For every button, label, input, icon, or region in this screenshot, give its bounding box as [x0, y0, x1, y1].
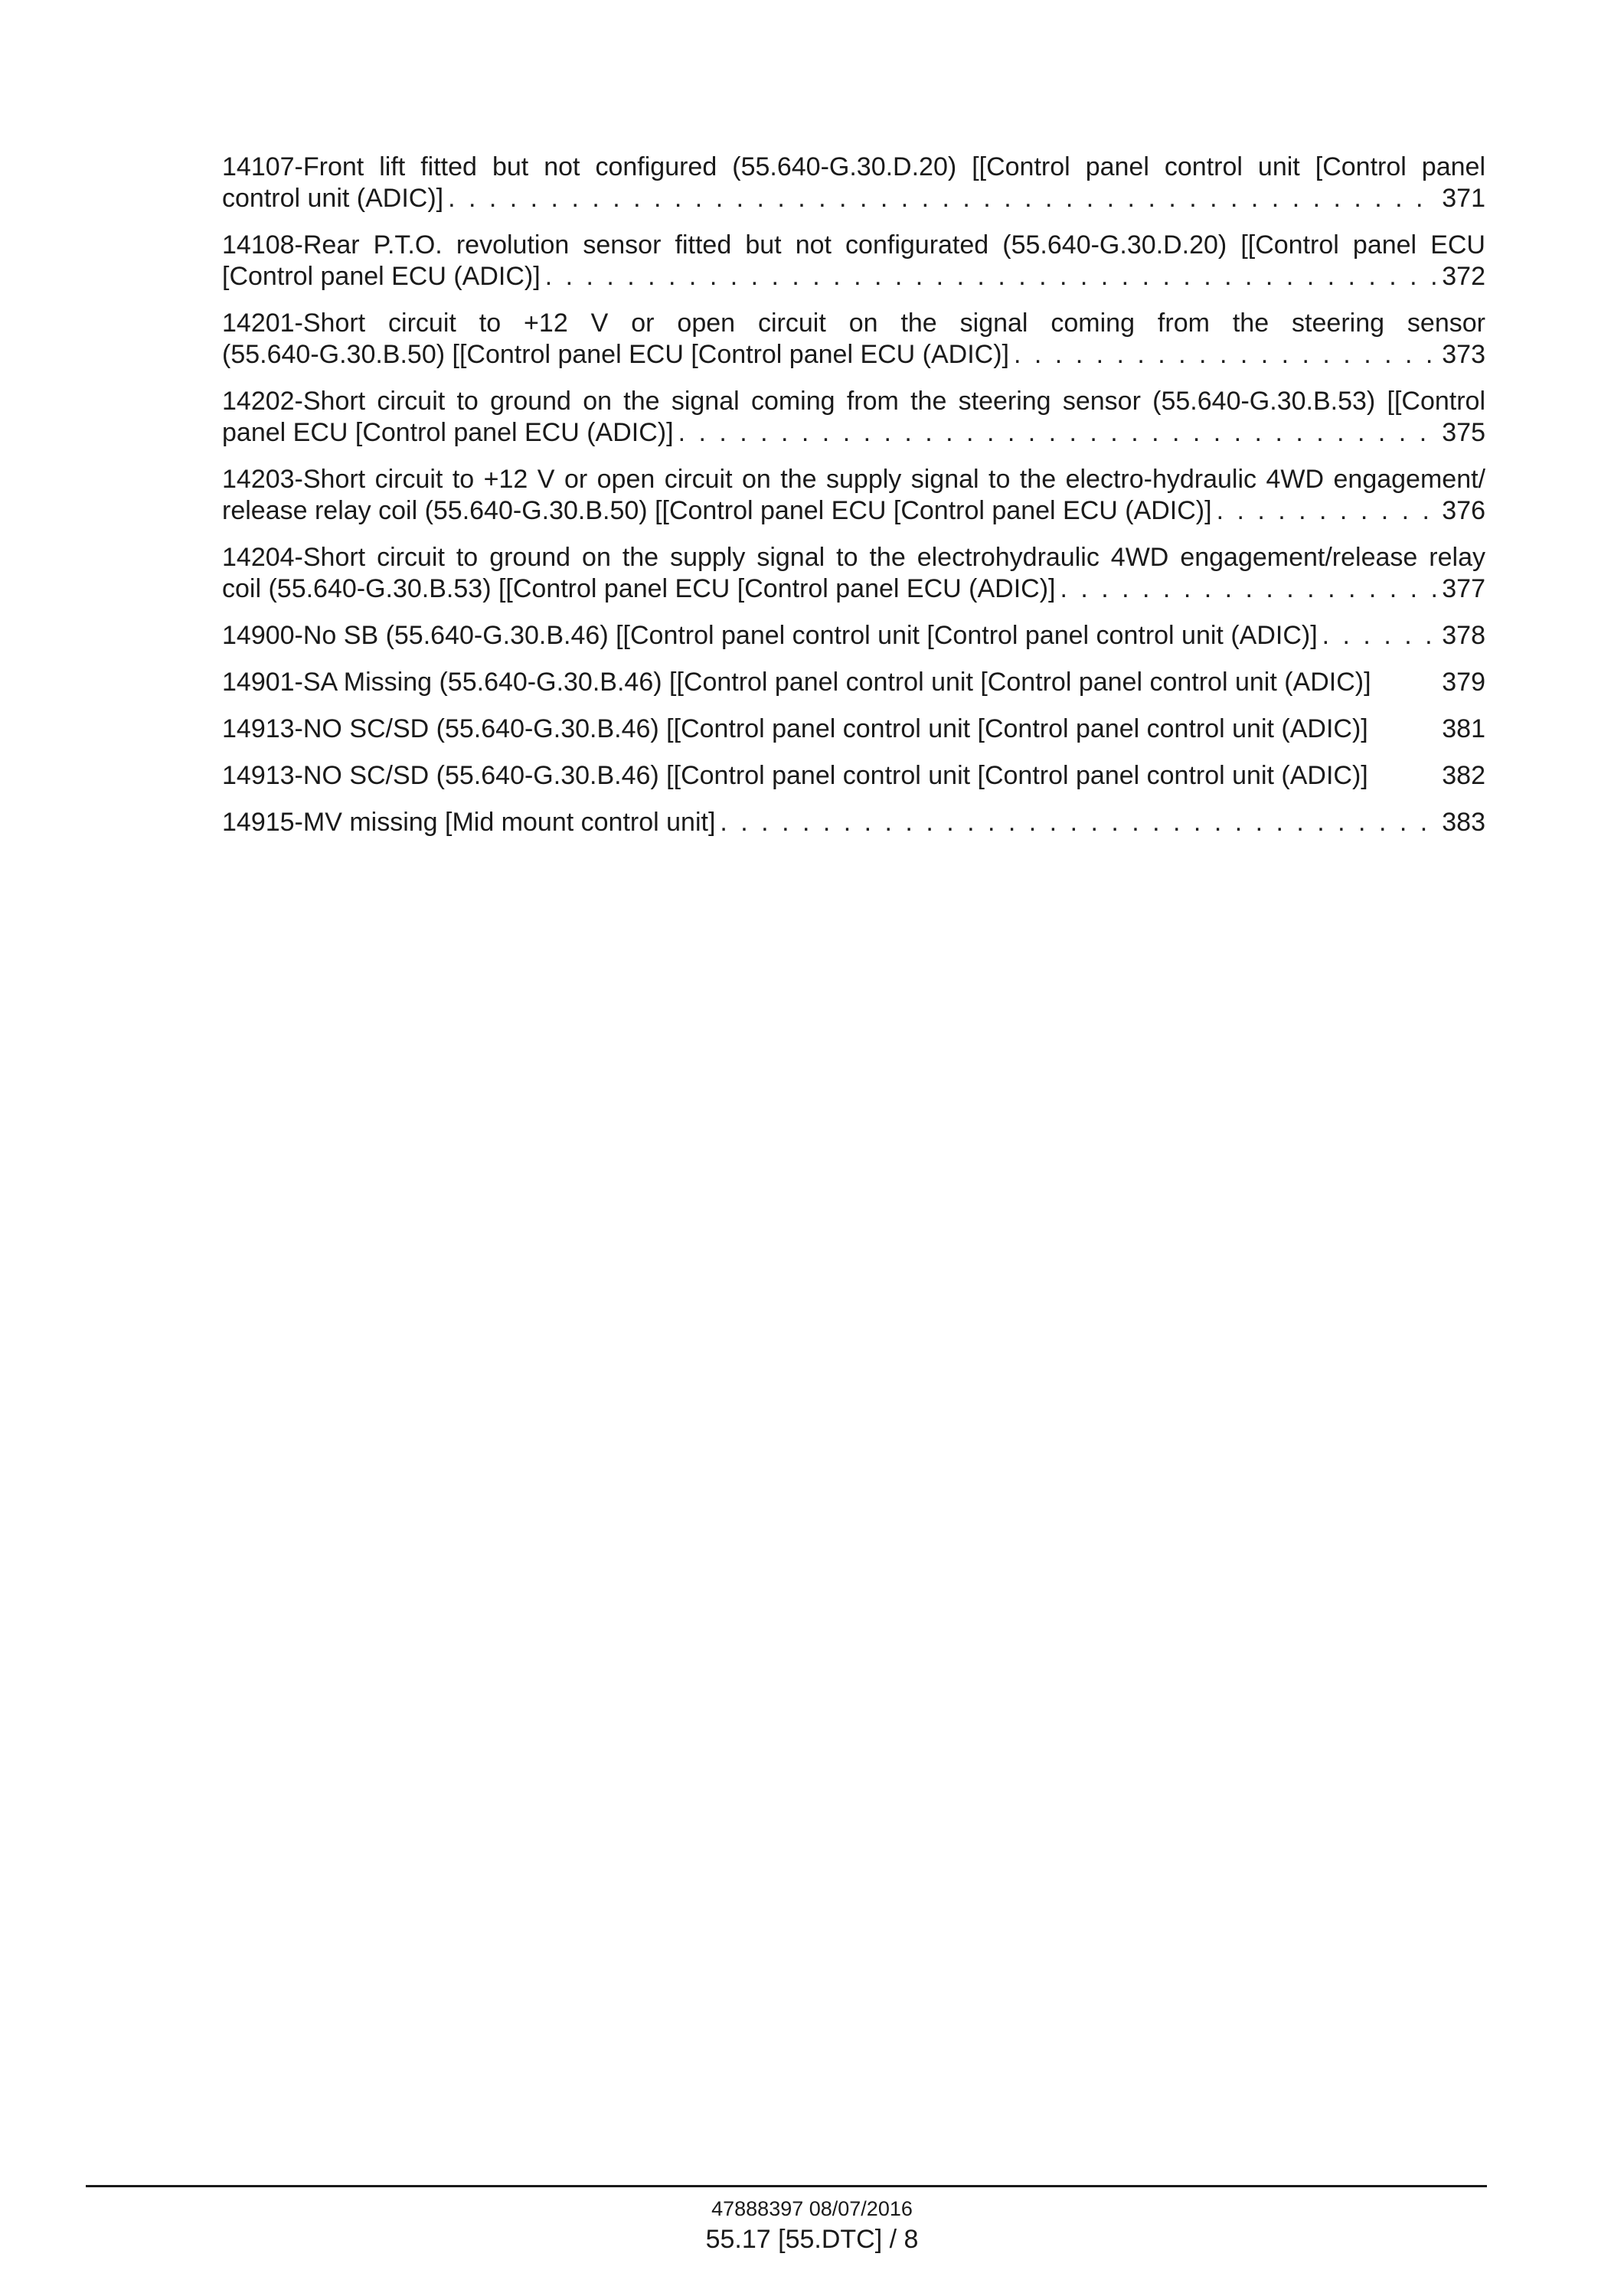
- footer-page-label: 55.17 [55.DTC] / 8: [705, 2225, 919, 2254]
- toc-page-number: 373: [1442, 340, 1485, 369]
- toc-entry-title-cont: panel ECU [Control panel ECU (ADIC)]: [222, 418, 674, 447]
- toc-page-number: 376: [1442, 496, 1485, 525]
- toc-entry-title: 14915-MV missing [Mid mount control unit]: [222, 808, 716, 837]
- toc-page-number: 381: [1442, 714, 1485, 743]
- toc-entry[interactable]: [222, 760, 1485, 792]
- toc-entry[interactable]: [222, 620, 1485, 652]
- toc-entry-lastline: [222, 573, 1485, 605]
- toc-page-number: 382: [1442, 761, 1485, 790]
- toc-entry-title-cont: control unit (ADIC)]: [222, 184, 444, 213]
- table-of-contents: [222, 152, 1485, 854]
- toc-page-number: 372: [1442, 262, 1485, 291]
- toc-entry-title: 14108-Rear P.T.O. revolution sensor fitted but not configurated (55.640-G.30.D.20) [[Control panel ECU: [222, 230, 1485, 260]
- dot-leader: [1060, 573, 1437, 605]
- toc-entry[interactable]: [222, 667, 1485, 698]
- toc-entry-lastline: [222, 760, 1485, 792]
- toc-page-number: 375: [1442, 418, 1485, 447]
- toc-entry[interactable]: [222, 714, 1485, 745]
- toc-entry-lastline: [222, 495, 1485, 527]
- toc-entry[interactable]: [222, 308, 1485, 371]
- toc-page-number: 383: [1442, 808, 1485, 837]
- toc-entry-title: 14913-NO SC/SD (55.640-G.30.B.46) [[Control panel control unit [Control panel control unit (ADIC)]: [222, 761, 1368, 790]
- toc-entry-lastline: [222, 620, 1485, 652]
- toc-entry-title: 14202-Short circuit to ground on the signal coming from the steering sensor (55.640-G.30.B.53) [[Control: [222, 387, 1485, 416]
- toc-entry-title: 14900-No SB (55.640-G.30.B.46) [[Control panel control unit [Control panel control unit (ADIC)]: [222, 621, 1318, 650]
- toc-page-number: 377: [1442, 574, 1485, 603]
- dot-leader: [448, 183, 1437, 214]
- toc-entry-title: 14901-SA Missing (55.640-G.30.B.46) [[Control panel control unit [Control panel control unit (ADIC)]: [222, 668, 1371, 697]
- toc-entry[interactable]: [222, 542, 1485, 605]
- toc-entry-title: 14204-Short circuit to ground on the supply signal to the electrohydraulic 4WD engagement/release relay: [222, 543, 1485, 572]
- toc-entry[interactable]: [222, 464, 1485, 527]
- toc-entry-lastline: [222, 261, 1485, 292]
- toc-entry[interactable]: [222, 386, 1485, 449]
- dot-leader: [1014, 339, 1437, 371]
- toc-entry[interactable]: [222, 230, 1485, 292]
- toc-entry-lastline: [222, 183, 1485, 214]
- footer-document-id: 47888397 08/07/2016: [711, 2197, 913, 2220]
- toc-entry-title-cont: (55.640-G.30.B.50) [[Control panel ECU [Control panel ECU (ADIC)]: [222, 340, 1010, 369]
- toc-entry-title: 14913-NO SC/SD (55.640-G.30.B.46) [[Control panel control unit [Control panel control unit (ADIC)]: [222, 714, 1368, 743]
- toc-entry-lastline: [222, 339, 1485, 371]
- toc-entry[interactable]: [222, 807, 1485, 838]
- dot-leader: [1217, 495, 1438, 527]
- toc-entry-title: 14201-Short circuit to +12 V or open circuit on the signal coming from the steering sensor: [222, 309, 1485, 338]
- toc-page-number: 371: [1442, 184, 1485, 213]
- dot-leader: [545, 261, 1438, 292]
- toc-entry-title-cont: coil (55.640-G.30.B.53) [[Control panel ECU [Control panel ECU (ADIC)]: [222, 574, 1056, 603]
- dot-leader: [678, 417, 1438, 449]
- toc-entry-title-cont: [Control panel ECU (ADIC)]: [222, 262, 541, 291]
- toc-entry-lastline: [222, 667, 1485, 698]
- toc-entry[interactable]: [222, 152, 1485, 214]
- footer-divider: [86, 2185, 1487, 2187]
- dot-leader: [1322, 620, 1438, 652]
- dot-leader: [720, 807, 1437, 838]
- toc-entry-lastline: [222, 714, 1485, 745]
- toc-page-number: 379: [1442, 668, 1485, 697]
- toc-entry-title-cont: release relay coil (55.640-G.30.B.50) [[Control panel ECU [Control panel ECU (ADIC)]: [222, 496, 1212, 525]
- toc-page-number: 378: [1442, 621, 1485, 650]
- toc-entry-title: 14107-Front lift fitted but not configured (55.640-G.30.D.20) [[Control panel control unit [Control panel: [222, 152, 1485, 181]
- toc-entry-lastline: [222, 807, 1485, 838]
- toc-entry-title: 14203-Short circuit to +12 V or open circuit on the supply signal to the electro-hydraulic 4WD engagement/: [222, 465, 1485, 494]
- toc-entry-lastline: [222, 417, 1485, 449]
